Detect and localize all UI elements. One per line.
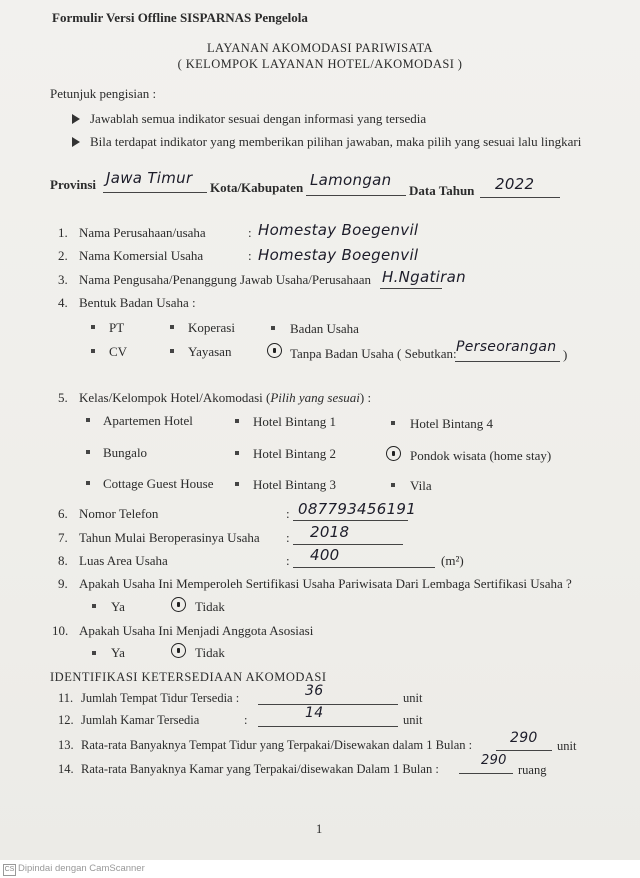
q11-label: Jumlah Tempat Tidur Tersedia : — [81, 691, 240, 705]
q6-colon: : — [286, 506, 290, 521]
q5-number: 5. — [58, 390, 68, 405]
q5-label-end: ) : — [359, 390, 372, 405]
instruction-item: Bila terdapat indikator yang memberikan pilihan jawaban, maka pilih yang sesuai lalu lingkari — [90, 134, 582, 149]
q4-number: 4. — [58, 295, 68, 310]
tahun-value[interactable]: 2022 — [495, 175, 535, 193]
selected-circle-icon — [386, 446, 401, 461]
q4-other-line — [455, 361, 560, 362]
option-bullet-icon — [235, 451, 239, 455]
option-bullet-icon — [91, 325, 95, 329]
q9-label: Apakah Usaha Ini Memperoleh Sertifikasi Usaha Pariwisata Dari Lembaga Sertifikasi Usaha ? — [79, 576, 572, 591]
option-hotel-bintang-4[interactable]: Hotel Bintang 4 — [410, 416, 494, 431]
section-title: LAYANAN AKOMODASI PARIWISATA — [207, 41, 433, 55]
q14-number: 14. — [58, 762, 74, 776]
q7-number: 7. — [58, 530, 68, 545]
q12-label: Jumlah Kamar Tersedia — [81, 713, 200, 727]
kota-label: Kota/Kabupaten — [210, 180, 304, 195]
q13-label: Rata-rata Banyaknya Tempat Tidur yang Terpakai/Disewakan dalam 1 Bulan : — [81, 738, 473, 752]
q14-value[interactable]: 290 — [481, 753, 507, 768]
q9-option-ya[interactable]: Ya — [111, 599, 125, 614]
tahun-line — [480, 197, 560, 198]
doc-title: Formulir Versi Offline SISPARNAS Pengelola — [52, 10, 308, 25]
q13-value[interactable]: 290 — [510, 730, 538, 746]
selected-circle-icon — [171, 597, 186, 612]
q8-unit: (m²) — [441, 553, 464, 568]
option-bullet-icon — [391, 483, 395, 487]
q4-other-value[interactable]: Perseorangan — [456, 339, 557, 355]
option-pt[interactable]: PT — [109, 320, 125, 335]
q11-line — [258, 704, 398, 705]
q8-label: Luas Area Usaha — [79, 553, 168, 568]
q8-value[interactable]: 400 — [310, 546, 340, 564]
q12-value[interactable]: 14 — [305, 705, 324, 721]
q14-line — [459, 773, 513, 774]
q7-line — [293, 544, 403, 545]
option-koperasi[interactable]: Koperasi — [188, 320, 235, 335]
q7-colon: : — [286, 530, 290, 545]
kota-value[interactable]: Lamongan — [310, 171, 392, 189]
option-bullet-icon — [86, 481, 90, 485]
option-bullet-icon — [391, 421, 395, 425]
q12-unit: unit — [403, 713, 423, 727]
q8-colon: : — [286, 553, 290, 568]
camscanner-logo-icon: CS — [3, 864, 16, 876]
q6-label: Nomor Telefon — [79, 506, 159, 521]
option-bullet-icon — [235, 482, 239, 486]
q1-label: Nama Perusahaan/usaha — [79, 225, 206, 240]
q14-unit: ruang — [518, 763, 547, 777]
q12-number: 12. — [58, 713, 74, 727]
option-bullet-icon — [92, 651, 96, 655]
option-hotel-bintang-3[interactable]: Hotel Bintang 3 — [253, 477, 337, 492]
arrow-bullet-icon — [72, 137, 80, 147]
option-vila[interactable]: Vila — [410, 478, 432, 493]
q10-label: Apakah Usaha Ini Menjadi Anggota Asosiasi — [79, 623, 314, 638]
q2-colon: : — [248, 248, 252, 263]
q1-value[interactable]: Homestay Boegenvil — [258, 221, 419, 239]
q6-line — [293, 520, 408, 521]
q9-option-tidak[interactable]: Tidak — [195, 599, 225, 614]
q11-value[interactable]: 36 — [305, 683, 324, 699]
arrow-bullet-icon — [72, 114, 80, 124]
q12-line — [258, 726, 398, 727]
q12-colon: : — [244, 713, 248, 727]
q2-label: Nama Komersial Usaha — [79, 248, 204, 263]
q13-line — [496, 750, 552, 751]
option-bullet-icon — [92, 604, 96, 608]
q7-label: Tahun Mulai Beroperasinya Usaha — [79, 530, 260, 545]
provinsi-label: Provinsi — [50, 177, 96, 192]
q3-value[interactable]: H.Ngatiran — [382, 268, 466, 286]
option-bullet-icon — [86, 418, 90, 422]
q2-number: 2. — [58, 248, 68, 263]
option-badan-usaha[interactable]: Badan Usaha — [290, 321, 359, 336]
q7-value[interactable]: 2018 — [310, 523, 350, 541]
option-bullet-icon — [86, 450, 90, 454]
option-bullet-icon — [235, 419, 239, 423]
instruction-item: Jawablah semua indikator sesuai dengan informasi yang tersedia — [90, 111, 427, 126]
q3-line — [380, 288, 442, 289]
q11-unit: unit — [403, 691, 423, 705]
q4-label: Bentuk Badan Usaha : — [79, 295, 196, 310]
option-yayasan[interactable]: Yayasan — [188, 344, 232, 359]
tahun-label: Data Tahun — [409, 183, 475, 198]
q8-line — [293, 567, 435, 568]
option-bullet-icon — [170, 349, 174, 353]
q5-label-italic: Pilih yang sesuai — [270, 390, 360, 405]
q2-value[interactable]: Homestay Boegenvil — [258, 246, 419, 264]
option-hotel-bintang-2[interactable]: Hotel Bintang 2 — [253, 446, 337, 461]
selected-circle-icon — [171, 643, 186, 658]
page-number: 1 — [316, 822, 323, 836]
q9-number: 9. — [58, 576, 68, 591]
scanner-footer — [0, 860, 640, 878]
ketersediaan-heading: IDENTIFIKASI KETERSEDIAAN AKOMODASI — [50, 670, 327, 684]
q3-number: 3. — [58, 272, 68, 287]
q14-label: Rata-rata Banyaknya Kamar yang Terpakai/disewakan Dalam 1 Bulan : — [81, 762, 439, 776]
q5-label — [79, 390, 371, 406]
q3-label: Nama Pengusaha/Penanggung Jawab Usaha/Perusahaan — [79, 272, 372, 287]
option-cottage-guest-house[interactable]: Cottage Guest House — [103, 476, 214, 491]
scanner-footer-text: Dipindai dengan CamScanner — [18, 863, 145, 874]
provinsi-value[interactable]: Jawa Timur — [106, 169, 193, 187]
q5-label-text: Kelas/Kelompok Hotel/Akomodasi ( — [79, 390, 271, 405]
option-bullet-icon — [91, 349, 95, 353]
q13-number: 13. — [58, 738, 74, 752]
q10-option-tidak[interactable]: Tidak — [195, 645, 225, 660]
option-bungalo[interactable]: Bungalo — [103, 445, 148, 460]
option-apartemen-hotel[interactable]: Apartemen Hotel — [103, 413, 193, 428]
q11-number: 11. — [58, 691, 74, 705]
kota-line — [306, 195, 406, 196]
q6-number: 6. — [58, 506, 68, 521]
instructions-heading: Petunjuk pengisian : — [50, 86, 157, 101]
q10-number: 10. — [52, 623, 69, 638]
option-cv[interactable]: CV — [109, 344, 128, 359]
option-bullet-icon — [170, 325, 174, 329]
option-hotel-bintang-1[interactable]: Hotel Bintang 1 — [253, 414, 337, 429]
section-subtitle: ( KELOMPOK LAYANAN HOTEL/AKOMODASI ) — [177, 57, 463, 71]
q6-value[interactable]: 087793456191 — [298, 500, 417, 518]
q1-number: 1. — [58, 225, 68, 240]
option-tanpa-badan-usaha[interactable]: Tanpa Badan Usaha ( Sebutkan: — [290, 346, 457, 361]
q13-unit: unit — [557, 739, 577, 753]
option-pondok-wisata[interactable]: Pondok wisata (home stay) — [410, 448, 552, 463]
option-bullet-icon — [271, 326, 275, 330]
q10-option-ya[interactable]: Ya — [111, 645, 125, 660]
q4-close-paren: ) — [563, 347, 568, 362]
selected-circle-icon — [267, 343, 282, 358]
q8-number: 8. — [58, 553, 68, 568]
q1-colon: : — [248, 225, 252, 240]
provinsi-line — [103, 192, 207, 193]
